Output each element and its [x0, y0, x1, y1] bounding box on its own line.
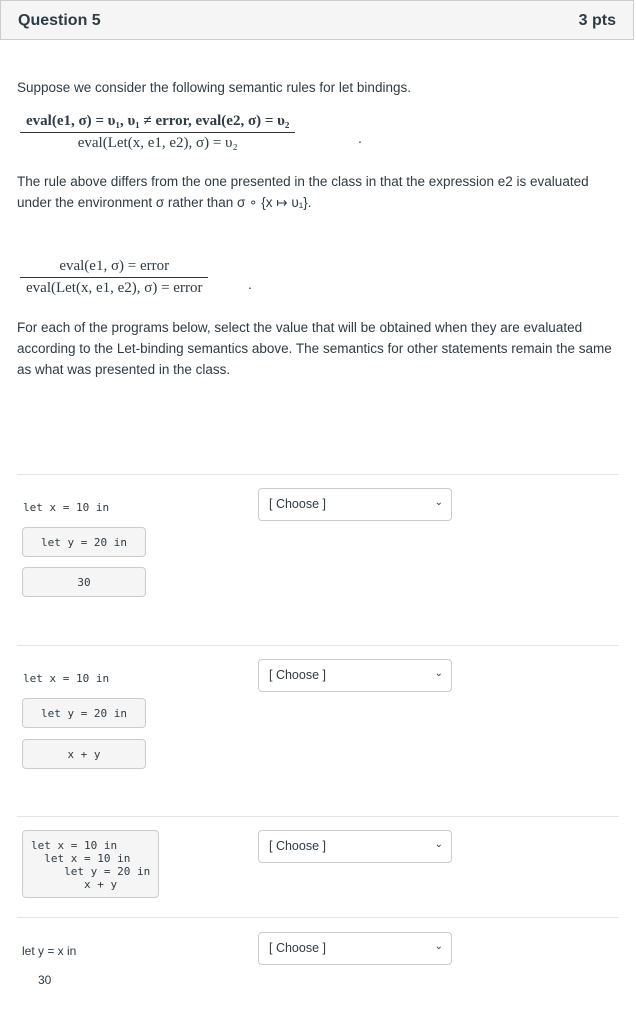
question-header: [0, 0, 634, 40]
select-value: [ Choose ]: [269, 839, 326, 853]
chevron-down-icon: ⌄: [434, 839, 443, 850]
select-value: [ Choose ]: [269, 668, 326, 682]
rule-1-conclusion: eval(Let(x, e1, e2), σ) = υ₂: [77, 135, 238, 151]
program-2-line-1: let x = 10 in: [23, 672, 110, 685]
select-value: [ Choose ]: [269, 497, 326, 511]
select-value: [ Choose ]: [269, 941, 326, 955]
question-points: 3 pts: [578, 12, 616, 29]
program-3-answer-select[interactable]: [258, 830, 452, 863]
program-4-line-2: 30: [38, 973, 52, 987]
program-1-line-1: let x = 10 in: [23, 501, 110, 514]
program-2-line-2: let y = 20 in: [22, 698, 146, 728]
program-1-answer-select[interactable]: [258, 488, 452, 521]
rule-2-premise: eval(e1, σ) = error: [20, 258, 208, 278]
program-4-answer-select[interactable]: [258, 932, 452, 965]
program-1-line-3: 30: [22, 567, 146, 597]
instructions-text: For each of the programs below, select the value that will be obtained when they are evaluated according to the Let-binding semantics above. The semantics for other statements remain the same as what was presented in the class.: [17, 320, 612, 377]
chevron-down-icon: ⌄: [434, 941, 443, 952]
program-3-code: let x = 10 in let x = 10 in let y = 20 in x + y: [22, 830, 159, 898]
program-2-answer-select[interactable]: [258, 659, 452, 692]
chevron-down-icon: ⌄: [434, 497, 443, 508]
intro-text: Suppose we consider the following semantic rules for let bindings.: [17, 80, 411, 95]
program-2-line-3: x + y: [22, 739, 146, 769]
chevron-down-icon: ⌄: [434, 668, 443, 679]
program-4-line-1: let y = x in: [22, 944, 77, 958]
rule-1-premise: eval(e1, σ) = υ₁, υ₁ ≠ error, eval(e2, σ) = υ₂: [20, 113, 295, 133]
rule-2-conclusion: eval(Let(x, e1, e2), σ) = error: [26, 280, 203, 296]
question-title: Question 5: [18, 12, 101, 29]
rule-1: [20, 113, 295, 152]
program-1-line-2: let y = 20 in: [22, 527, 146, 557]
explanation-text: The rule above differs from the one presented in the class in that the expression e2 is evaluated under the environment σ rather than σ ∘ {x ↦ υ₁}.: [17, 174, 589, 210]
rule-2: [20, 258, 208, 297]
